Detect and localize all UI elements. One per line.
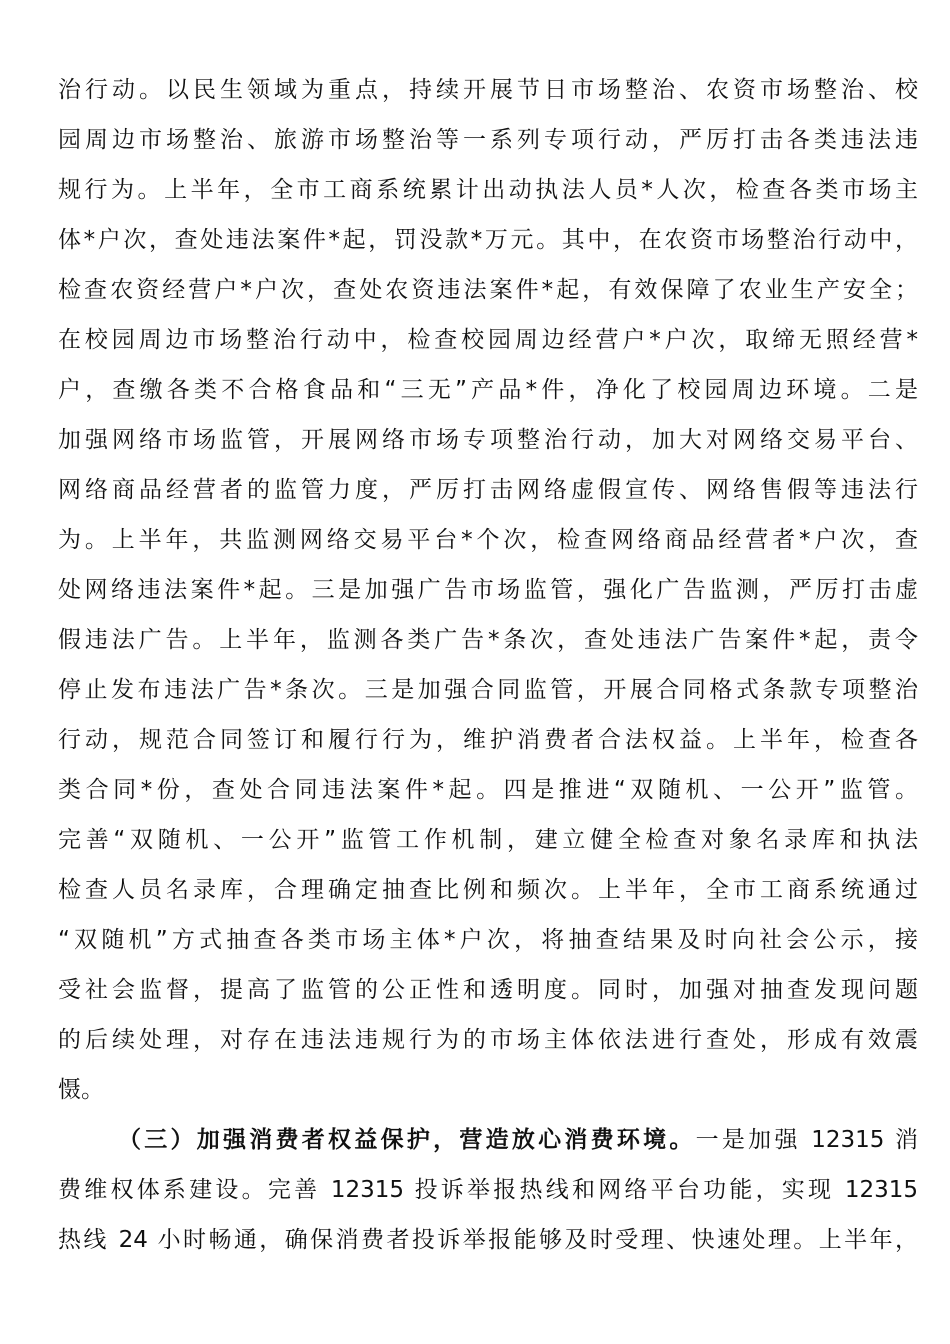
- paragraph-line: 规行为。上半年，全市工商系统累计出动执法人员*人次，检查各类市场主: [58, 177, 918, 203]
- paragraph-line: 为。上半年，共监测网络交易平台*个次，检查网络商品经营者*户次，查: [58, 527, 918, 553]
- paragraph-line: 处网络违法案件*起。三是加强广告市场监管，强化广告监测，严厉打击虚: [58, 577, 918, 603]
- paragraph-line: 费维权体系建设。完善 12315 投诉举报热线和网络平台功能，实现 12315: [58, 1177, 918, 1203]
- paragraph-line: 加强网络市场监管，开展网络市场专项整治行动，加大对网络交易平台、: [58, 427, 918, 453]
- paragraph-line: “双随机”方式抽查各类市场主体*户次，将抽查结果及时向社会公示，接: [58, 927, 918, 953]
- paragraph-line: 治行动。以民生领域为重点，持续开展节日市场整治、农资市场整治、校: [58, 77, 918, 103]
- paragraph-line: 的后续处理，对存在违法违规行为的市场主体依法进行查处，形成有效震: [58, 1027, 918, 1053]
- paragraph-line: 停止发布违法广告*条次。三是加强合同监管，开展合同格式条款专项整治: [58, 677, 918, 703]
- paragraph-line: 受社会监督，提高了监管的公正性和透明度。同时，加强对抽查发现问题: [58, 977, 918, 1003]
- paragraph-line: 网络商品经营者的监管力度，严厉打击网络虚假宣传、网络售假等违法行: [58, 477, 918, 503]
- paragraph-line: 完善“双随机、一公开”监管工作机制，建立健全检查对象名录库和执法: [58, 827, 918, 853]
- paragraph-line: 在校园周边市场整治行动中，检查校园周边经营户*户次，取缔无照经营*: [58, 327, 918, 353]
- paragraph-line: 检查农资经营户*户次，查处农资违法案件*起，有效保障了农业生产安全；: [58, 277, 918, 303]
- paragraph-line: 体*户次，查处违法案件*起，罚没款*万元。其中，在农资市场整治行动中，: [58, 227, 918, 253]
- paragraph-line: 园周边市场整治、旅游市场整治等一系列专项行动，严厉打击各类违法违: [58, 127, 918, 153]
- paragraph-line: 假违法广告。上半年，监测各类广告*条次，查处违法广告案件*起，责令: [58, 627, 918, 653]
- section-heading-rest: 一是加强 12315 消: [695, 1127, 919, 1153]
- paragraph-line: 类合同*份，查处合同违法案件*起。四是推进“双随机、一公开”监管。: [58, 777, 918, 803]
- paragraph-line: 慑。: [58, 1077, 104, 1103]
- section-heading: （三）加强消费者权益保护，营造放心消费环境。: [118, 1127, 696, 1153]
- paragraph-line: 热线 24 小时畅通，确保消费者投诉举报能够及时受理、快速处理。上半年，: [58, 1227, 918, 1253]
- paragraph-line: 检查人员名录库，合理确定抽查比例和频次。上半年，全市工商系统通过: [58, 877, 918, 903]
- paragraph-line: 户，查缴各类不合格食品和“三无”产品*件，净化了校园周边环境。二是: [58, 377, 918, 403]
- section-heading-line: [118, 1120, 918, 1160]
- paragraph-line: 行动，规范合同签订和履行行为，维护消费者合法权益。上半年，检查各: [58, 727, 918, 753]
